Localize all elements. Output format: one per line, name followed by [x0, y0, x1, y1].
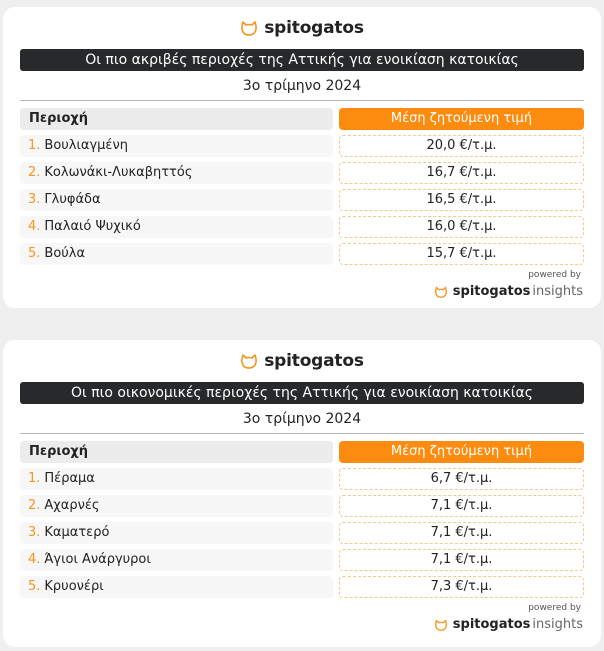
rank: 5. — [28, 579, 41, 594]
column-header-area: Περιοχή — [20, 108, 333, 130]
insights-suffix: insights — [532, 617, 583, 632]
table-row-area — [20, 522, 333, 544]
rank: 2. — [28, 165, 41, 180]
powered-by-label: powered by — [528, 603, 581, 613]
table-row-area — [20, 549, 333, 571]
table-row-price: 20,0 €/τ.μ. — [339, 135, 584, 157]
cat-head-icon — [434, 286, 448, 298]
area-name: Παλαιό Ψυχικό — [44, 219, 141, 234]
table-row-price: 16,7 €/τ.μ. — [339, 162, 584, 184]
rank: 1. — [28, 138, 41, 153]
table-row-area — [20, 216, 333, 238]
table-row-price: 7,1 €/τ.μ. — [339, 522, 584, 544]
rank: 5. — [28, 246, 41, 261]
table-row-price: 7,3 €/τ.μ. — [339, 576, 584, 598]
divider — [20, 433, 584, 434]
table-row-area — [20, 468, 333, 490]
table-row-area — [20, 162, 333, 184]
table-title: Οι πιο ακριβές περιοχές της Αττικής για ενοικίαση κατοικίας — [20, 49, 584, 71]
column-header-price: Μέση ζητούμενη τιμή — [339, 108, 584, 130]
spitogatos-logo — [3, 17, 601, 39]
table-row-price: 16,5 €/τ.μ. — [339, 189, 584, 211]
cat-head-icon — [240, 20, 258, 36]
area-name: Πέραμα — [44, 471, 95, 486]
area-name: Γλυφάδα — [44, 192, 101, 207]
insights-suffix: insights — [532, 284, 583, 299]
area-name: Κολωνάκι-Λυκαβηττός — [44, 165, 193, 180]
table-title: Οι πιο οικονομικές περιοχές της Αττικής για ενοικίαση κατοικίας — [20, 382, 584, 404]
table-row-price: 15,7 €/τ.μ. — [339, 243, 584, 265]
brand-name: spitogatos — [264, 18, 364, 38]
area-name: Καματερό — [44, 525, 110, 540]
cat-head-icon — [434, 619, 448, 631]
table-row-area — [20, 576, 333, 598]
table-row-area — [20, 189, 333, 211]
powered-by-label: powered by — [528, 270, 581, 280]
rank: 3. — [28, 525, 41, 540]
area-name: Αχαρνές — [44, 498, 100, 513]
divider — [20, 100, 584, 101]
area-name: Βουλιαγμένη — [44, 138, 128, 153]
table-row-price: 16,0 €/τ.μ. — [339, 216, 584, 238]
rank: 4. — [28, 219, 41, 234]
column-header-area: Περιοχή — [20, 441, 333, 463]
spitogatos-logo — [3, 350, 601, 372]
spitogatos-insights-logo — [434, 284, 583, 299]
table-row-area — [20, 495, 333, 517]
column-header-price: Μέση ζητούμενη τιμή — [339, 441, 584, 463]
area-name: Βούλα — [44, 246, 86, 261]
rank: 4. — [28, 552, 41, 567]
rank: 2. — [28, 498, 41, 513]
period-label: 3ο τρίμηνο 2024 — [242, 411, 362, 427]
period-label: 3ο τρίμηνο 2024 — [242, 78, 362, 94]
area-name: Άγιοι Ανάργυροι — [44, 552, 151, 567]
cat-head-icon — [240, 353, 258, 369]
area-name: Κρυονέρι — [44, 579, 104, 594]
rank: 1. — [28, 471, 41, 486]
table-row-price: 7,1 €/τ.μ. — [339, 495, 584, 517]
table-row-price: 6,7 €/τ.μ. — [339, 468, 584, 490]
spitogatos-insights-logo — [434, 617, 583, 632]
most-expensive-card — [3, 7, 601, 308]
rank: 3. — [28, 192, 41, 207]
table-row-price: 7,1 €/τ.μ. — [339, 549, 584, 571]
most-affordable-card — [3, 340, 601, 647]
table-row-area — [20, 243, 333, 265]
brand-name: spitogatos — [264, 351, 364, 371]
insights-brand: spitogatos — [452, 284, 531, 299]
insights-brand: spitogatos — [452, 617, 531, 632]
table-row-area — [20, 135, 333, 157]
